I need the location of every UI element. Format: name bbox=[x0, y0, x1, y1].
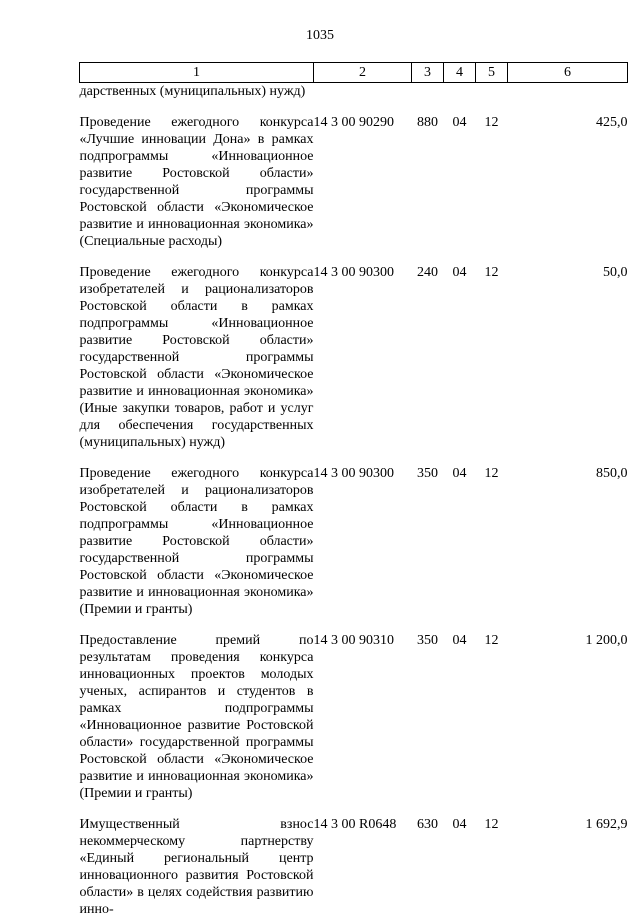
row-description: Проведение ежегодного конкурса «Лучшие инновации Дона» в рамках подпрограммы «Инновационное развитие Ростовской области» государственной программы Ростовской области «Экономическое развитие и инновационная экономика» (Специальные расходы) bbox=[79, 115, 314, 249]
table-row bbox=[80, 816, 628, 918]
column-header-6: 6 bbox=[508, 63, 628, 83]
budget-table bbox=[79, 62, 628, 918]
table-header-row bbox=[80, 63, 628, 83]
row-amount: 425,0 bbox=[596, 115, 628, 130]
row-vr: 350 bbox=[417, 466, 438, 481]
row-code: 14 3 00 90290 bbox=[313, 115, 394, 130]
row-amount: 50,0 bbox=[603, 265, 628, 280]
row-description: дарственных (муниципальных) нужд) bbox=[79, 84, 306, 99]
row-pr: 12 bbox=[484, 817, 499, 832]
row-rz: 04 bbox=[452, 265, 467, 280]
row-vr bbox=[412, 83, 444, 101]
row-code bbox=[314, 83, 412, 101]
row-rz: 04 bbox=[452, 633, 467, 648]
row-description: Проведение ежегодного конкурса изобретателей и рационализаторов Ростовской области в рамках подпрограммы «Инновационное развитие Ростовской области» государственной программы Ростовской области «Экономическое развитие и инновационная экономика» (Премии и гранты) bbox=[79, 466, 314, 617]
row-code: 14 3 00 90300 bbox=[313, 265, 394, 280]
row-amount: 1 692,9 bbox=[585, 817, 628, 832]
table-row bbox=[80, 83, 628, 101]
column-header-1: 1 bbox=[80, 63, 314, 83]
row-pr bbox=[476, 83, 508, 101]
column-header-4: 4 bbox=[444, 63, 476, 83]
table-row bbox=[80, 632, 628, 802]
row-code: 14 3 00 90300 bbox=[313, 466, 394, 481]
table-row bbox=[80, 465, 628, 618]
row-vr: 350 bbox=[417, 633, 438, 648]
row-code: 14 3 00 90310 bbox=[313, 633, 394, 648]
row-amount: 1 200,0 bbox=[585, 633, 628, 648]
row-amount bbox=[508, 83, 628, 101]
row-code: 14 3 00 R0648 bbox=[313, 817, 397, 832]
table-row bbox=[80, 114, 628, 250]
row-rz: 04 bbox=[452, 817, 467, 832]
row-pr: 12 bbox=[484, 633, 499, 648]
column-header-5: 5 bbox=[476, 63, 508, 83]
row-vr: 240 bbox=[417, 265, 438, 280]
column-header-2: 2 bbox=[314, 63, 412, 83]
row-description: Проведение ежегодного конкурса изобретателей и рационализаторов Ростовской области в рамках подпрограммы «Инновационное развитие Ростовской области» государственной программы Ростовской области «Экономическое развитие и инновационная экономика» (Иные закупки товаров, работ и услуг для обеспечения государственных (муниципальных) нужд) bbox=[79, 265, 314, 450]
row-pr: 12 bbox=[484, 466, 499, 481]
column-header-3: 3 bbox=[412, 63, 444, 83]
row-description: Имущественный взнос некоммерческому партнерству «Единый региональный центр инновационного развития Ростовской области» в целях содействия развитию инно- bbox=[79, 817, 314, 917]
row-amount: 850,0 bbox=[596, 466, 628, 481]
row-rz: 04 bbox=[452, 466, 467, 481]
row-rz: 04 bbox=[452, 115, 467, 130]
row-rz bbox=[444, 83, 476, 101]
row-vr: 880 bbox=[417, 115, 438, 130]
row-pr: 12 bbox=[484, 115, 499, 130]
row-vr: 630 bbox=[417, 817, 438, 832]
row-description: Предоставление премий по результатам проведения конкурса инновационных проектов молодых ученых, аспирантов и студентов в рамках подпрограммы «Инновационное развитие Ростовской области» государственной программы Ростовской области «Экономическое развитие и инновационная экономика» (Премии и гранты) bbox=[79, 633, 314, 801]
row-pr: 12 bbox=[484, 265, 499, 280]
table-row bbox=[80, 264, 628, 451]
page-number: 1035 bbox=[306, 28, 334, 43]
